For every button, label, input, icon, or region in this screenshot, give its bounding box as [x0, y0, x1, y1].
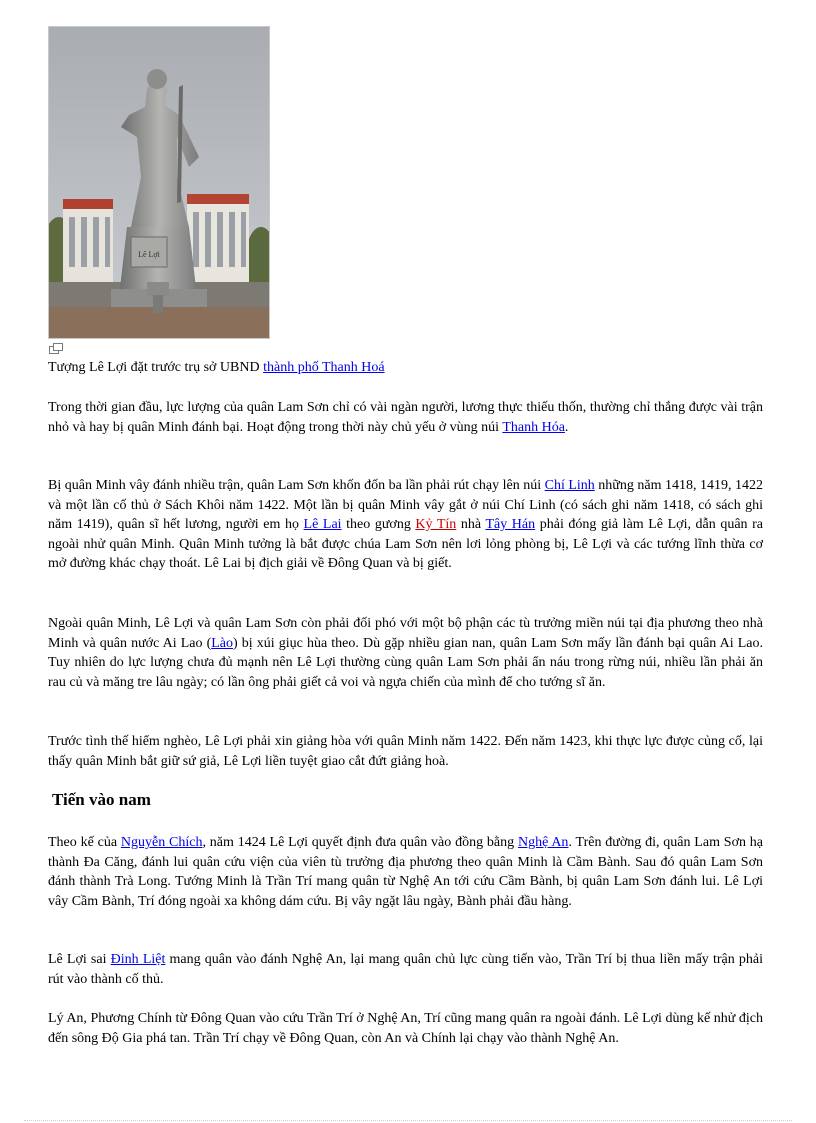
pedestal-plaque-text: Lê Lợi — [138, 250, 160, 259]
text: Trong thời gian đầu, lực lượng của quân Lam Sơn chỉ có vài ngàn người, lương thực thiếu thốn, thường chỉ thắng được vài trận nhỏ và hay bị quân Minh đánh bại. Hoạt động trong thời này chủ yếu ở vùng núi — [48, 400, 763, 435]
link-ky-tin[interactable]: Kỷ Tín — [415, 517, 457, 532]
page-bottom-divider — [24, 1120, 792, 1121]
link-le-lai[interactable]: Lê Lai — [303, 517, 342, 532]
paragraph-4 — [48, 732, 763, 771]
link-dinh-liet[interactable]: Đinh Liệt — [110, 952, 166, 967]
statue-photo — [48, 26, 270, 339]
text: những năm 1418, 1419, 1422 và một lần cố thủ ở Sách Khôi năm 1422. Một lần bị quân Minh vây gắt ở núi Chí Linh (có sách ghi năm 1418, có sách ghi năm 1419), quân sĩ hết lương, người em họ — [48, 478, 764, 532]
text: Lý An, Phương Chính từ Đông Quan vào cứu Trần Trí ở Nghệ An, Trí cũng mang quân ra ngoài đánh. Lê Lợi dùng kế nhử địch đến sông Độ Gia phá tan. Trần Trí chạy về Đông Quan, còn An và Chính lại chạy vào thành Nghệ An. — [48, 1011, 763, 1046]
paragraph-6 — [48, 950, 763, 989]
text: Bị quân Minh vây đánh nhiều trận, quân Lam Sơn khốn đốn ba lần phải rút chạy lên núi — [48, 478, 545, 493]
text: Trước tình thế hiểm nghèo, Lê Lợi phải xin giảng hòa với quân Minh năm 1422. Đến năm 1423, khi thực lực được củng cố, lại thấy quân Minh bắt giữ sứ giả, Lê Lợi liền tuyệt giao cắt đứt giảng hoà. — [48, 734, 763, 769]
text: , năm 1424 Lê Lợi quyết định đưa quân vào đồng bằng — [202, 835, 518, 850]
text: nhà — [456, 517, 486, 532]
text: . Trên đường đi, quân Lam Sơn hạ thành Đa Căng, đánh lui quân cứu viện của viên tù trưởng địa phương theo quân Minh là Cầm Bành. Sau đó quân Lam Sơn đánh thành Trà Long. Tướng Minh là Trần Trí mang quân từ Nghệ An tới cứu Cầm Bành, bị quân Lam Sơn đánh lui. Lê Lợi vây Cầm Bành, Trí đóng ngoài xa không dám cứu. Bị vây ngặt lâu ngày, Bành phải đầu hàng. — [48, 835, 764, 909]
text: ) bị xúi giục hùa theo. Dù gặp nhiều gian nan, quân Lam Sơn mấy lần đánh bại quân Ai Lao. Tuy nhiên do lực lượng chưa đủ mạnh nên Lê Lợi thường cùng quân Lam Sơn phải ẩn náu trong rừng núi, nhiều lần phải ăn rau củ và măng tre lâu ngày; có lần ông phải giết cả voi và ngựa chiến của mình để cho tướng sĩ ăn. — [48, 635, 763, 690]
paragraph-2 — [48, 476, 763, 574]
text: Lê Lợi sai — [48, 952, 111, 967]
link-thanh-hoa[interactable]: Thanh Hóa — [502, 419, 565, 435]
text: phải đóng giả làm Lê Lợi, dẫn quân ra ngoài nhử quân Minh. Quân Minh tưởng là bắt được chúa Lam Sơn nên lơi lỏng phòng bị, Lê Lợi và các tướng lĩnh thừa cơ mở đường khác chạy thoát. Lê Lai bị địch giải về Đông Quan và bị giết. — [48, 517, 764, 571]
text: mang quân vào đánh Nghệ An, lại mang quân chủ lực cùng tiến vào, Trần Trí bị thua liền mấy trận phải rút vào thành cố thủ. — [48, 952, 764, 987]
caption-text: Tượng Lê Lợi đặt trước trụ sở UBND — [48, 360, 264, 375]
section-heading: Tiến vào nam — [52, 790, 151, 809]
paragraph-7 — [48, 1009, 763, 1048]
text: . — [564, 419, 569, 435]
paragraph-3 — [48, 614, 763, 692]
link-chi-linh[interactable]: Chí Linh — [544, 478, 595, 493]
image-caption — [48, 358, 385, 378]
text: Theo kế của — [48, 835, 121, 850]
paragraph-5 — [48, 833, 763, 911]
link-thanh-pho-thanh-hoa[interactable]: thành phố Thanh Hoá — [263, 360, 385, 375]
enlarge-image-icon[interactable] — [49, 343, 63, 354]
link-lao[interactable]: Lào — [211, 635, 234, 651]
link-tay-han[interactable]: Tây Hán — [485, 517, 536, 532]
text: Ngoài quân Minh, Lê Lợi và quân Lam Sơn còn phải đối phó với một bộ phận các tù trưởng miền núi tại địa phương theo nhà Minh và quân nước Ai Lao ( — [48, 616, 763, 651]
link-nguyen-chich[interactable]: Nguyễn Chích — [120, 835, 203, 850]
paragraph-1 — [48, 398, 763, 437]
text: theo gương — [341, 517, 416, 532]
link-nghe-an[interactable]: Nghệ An — [517, 835, 569, 850]
